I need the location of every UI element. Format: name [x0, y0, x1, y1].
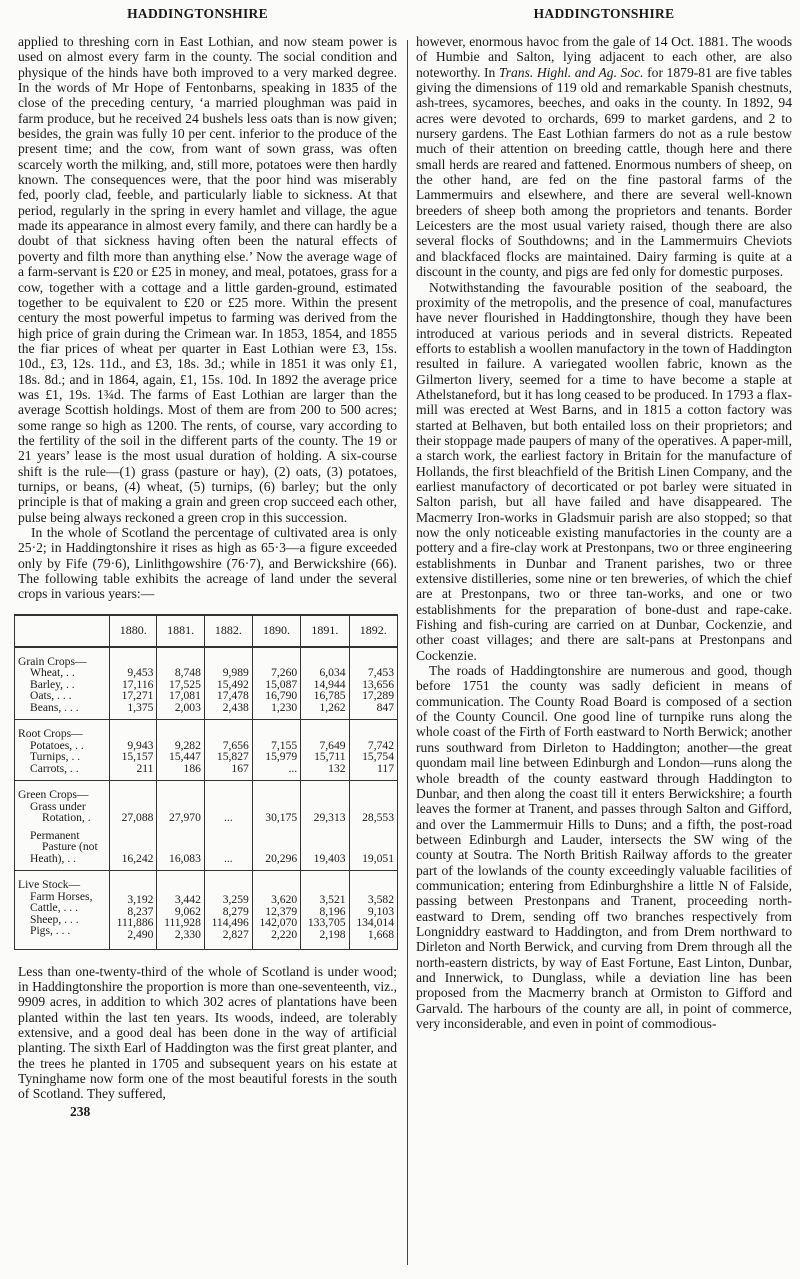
table-cell-1892: 7,742 15,754 117 [349, 720, 397, 781]
row-label-pasture: Pasture (not [42, 840, 98, 854]
paragraph-farming-wages: applied to threshing corn in East Lothian, and now steam power is used on almost every farm in the county. The social condition and physique of the hinds have both improved to a very marked degree. In the words of Mr Hope of Fentonbarns, speaking in 1835 of the close of the preceding century, ‘a married ploughman was paid in farm produce, but he received 24 bushels less oats than is now given; besides, the grain was fully 10 per cent. inferior to the produce of the present time; and the cow, from want of sown grass, was often scarcely worth the milking, and, still more, potatoes were then hardly known. The consequences were, that the poor hind was miserably fed, poorly clad, feeble, and particularly liable to sickness. At that period, regularly in the spring in every hamlet and village, the ague made its appearance in almost every family, and there can hardly be a doubt of that sickness having often been the natural effects of poverty and filth more than anything else.’ Now the average wage of a farm-servant is £20 or £25 in money, and meal, potatoes, grass for a cow, together with a cottage and a little garden-ground, estimated together to be equivalent to £20 or £25 more. Within the present century the most powerful impetus to farming was derived from the high price of grain during the Crimean war. In 1853, 1854, and 1855 the fiar prices of wheat per quarter in East Lothian were £3, 15s. 10d., £3, 12s. 11d., and £3, 18s. 3d.; while in 1851 it was only £1, 18s. 8d.; and in 1864, again, £1, 15s. 10d. In 1892 the average price was £1, 19s. 1¾d. The farms of East Lothian are larger than the average Scottish holdings. Most of them are from 200 to 500 acres; some range so high as 1200. The rents, of course, vary according to the fertility of the soil in the different parts of the county. The 19 or 21 years’ lease is the most usual duration of holding. A six-course shift is the rule—(1) grass (pasture or hay), (2) oats, (3) potatoes, turnips, or beans, (4) wheat, (5) turnips, (6) barley; but the only principle is that of making a grain and green crop succeed each other, pulse being always reckoned a green crop in this succession. [18, 34, 397, 525]
row-label-carrots: Carrots, . . [30, 761, 79, 775]
table-row-labels [15, 720, 110, 781]
group-heading: Green Crops— [18, 788, 89, 802]
row-label-cattle: Cattle, . . . [30, 901, 78, 915]
paragraph-woodland: Less than one-twenty-third of the whole of Scotland is under wood; in Haddingtonshire the proportion is more than one-seventeenth, viz., 9909 acres, in addition to which 302 acres of plantations have been planted within the last ten years. Its woods, indeed, are tolerably extensive, and a good deal has been done in the way of artificial planting. The sixth Earl of Haddington was the first great planter, and the trees he planted in 1705 and subsequent years on his estate at Tyninghame now form one of the most beautiful forests in the south of Scotland. They suffered, [18, 963, 397, 1102]
row-label-turnips: Turnips, . . [30, 750, 81, 764]
table-header-year: 1890. [252, 615, 300, 647]
row-label-farm-horses: Farm Horses, [30, 889, 93, 903]
table-header-label-cell [15, 615, 110, 647]
table-cell-1891: 7,649 15,711 132 [301, 720, 349, 781]
table-cell-1892: 28,553 [349, 781, 397, 824]
crop-acreage-table-wrapper [14, 614, 398, 950]
paragraph-cultivated-area: In the whole of Scotland the percentage of cultivated area is only 25·2; in Haddingtonshire it rises as high as 65·3—a figure exceeded only by Fife (79·6), Linlithgowshire (76·7), and Berwickshire (66). The following table exhibits the acreage of land under the several crops in various years:— [18, 525, 397, 602]
table-cell-1890: 7,155 15,979 ... [252, 720, 300, 781]
table-cell-1891: 6,034 14,944 16,785 1,262 [301, 647, 349, 720]
column-divider-rule [407, 40, 408, 1265]
table-cell-1882: ... [204, 781, 252, 824]
table-header-year: 1892. [349, 615, 397, 647]
paragraph-manufactures: Notwithstanding the favourable position of the seaboard, the proximity of the metropolis, and the presence of coal, manufactures have never flourished in Haddingtonshire, though they have been introduced at various periods and in several districts. Repeated efforts to establish a woollen manufactory in the town of Haddington resulted in failure. A variegated woollen fabric, known as the Gilmerton livery, seemed for a time to have become a staple at Athelstaneford, but it has long ceased to be produced. In 1793 a flax-mill was erected at West Barns, and in 1815 a cotton factory was started at Belhaven, but both entailed loss on their proprietors; and their stoppage made paupers of many of the operatives. A paper-mill, a starch work, the earliest factory in Britain for the manufacture of Hollands, the first bleachfield of the British Linen Company, and the earliest manufactory of decorticated or pot barley were situated in Salton parish, but all have failed and have disappeared. The Macmerry Iron-works in Gladsmuir parish are also stopped; so that now the only noticeable existing manufactories in the county are a pottery and a fire-clay work at Prestonpans, two or three engineering establishments in Dunbar and Tranent parishes, two or three extensive distilleries, some nine or ten breweries, of which the chief are at Prestonpans, two or three tan-works, and one or two establishments for the preparation of bone-dust and rape-cake. Fishing and fish-curing are carried on at Dunbar, Cockenzie, and other coast villages; and there are salt-pans at Prestonpans and Cockenzie. [416, 279, 792, 663]
table-group-root-crops [15, 720, 398, 781]
row-label-beans: Beans, . . . [30, 700, 79, 714]
row-label-rotation: Rotation, . [42, 811, 91, 825]
table-group-grain-crops [15, 647, 398, 720]
table-cell-1882: ... [204, 824, 252, 871]
table-cell-1880: 16,242 [110, 824, 157, 871]
table-cell-1890: 30,175 [252, 781, 300, 824]
running-head-right: HADDINGTONSHIRE [533, 6, 675, 21]
table-cell-1881: 3,442 9,062 111,928 2,330 [157, 871, 204, 950]
table-cell-1880: 27,088 [110, 781, 157, 824]
table-row-labels [15, 647, 110, 720]
table-group-live-stock [15, 871, 398, 950]
table-cell-1880: 3,192 8,237 111,886 2,490 [110, 871, 157, 950]
table-header-year: 1881. [157, 615, 204, 647]
table-cell-1882: 9,989 15,492 17,478 2,438 [204, 647, 252, 720]
table-cell-1891: 3,521 8,196 133,705 2,198 [301, 871, 349, 950]
table-header-row [15, 615, 398, 647]
group-heading: Live Stock— [18, 878, 81, 892]
table-cell-1891: 29,313 [301, 781, 349, 824]
row-label-potatoes: Potatoes, . . [30, 738, 84, 752]
citation-italic: Trans. Highl. and Ag. Soc. [498, 64, 644, 80]
table-cell-1891: 19,403 [301, 824, 349, 871]
paragraph-woods-livestock [416, 34, 792, 280]
right-column [416, 0, 792, 1031]
text-segment: for 1879-81 are five tables giving the dimensions of 119 old and remarkable Spanish chestnuts, ash-trees, sycamores, beeches, and oaks in the county. In 1892, 94 acres were devoted to orchards, 699 to market gardens, and 2 to nursery gardens. The East Lothian farmers do not as a rule bestow much of their attention on breeding cattle, though here and there small herds are reared and fattened. Enormous numbers of sheep, on the other hand, are fed on the fine pastoral farms of the Lammermuirs and elsewhere, and there are several well-known breeders of sheep both among the proprietors and tenants. Border Leicesters are the most usual variety raised, though there are also several flocks of Southdowns; and in the Lammermuirs Cheviots and blackfaced flocks are maintained. Dairy farming is quite at a discount in the county, and pigs are fed only for domestic purposes. [416, 64, 792, 280]
paragraph-roads-railways: The roads of Haddingtonshire are numerous and good, though before 1751 the county was sadly deficient in means of communication. The County Road Board is composed of a section of the County Council. One good line of turnpike runs along the whole coast of the Firth of Forth eastward to North Berwick; another runs southward from Dirleton to Haddington; another—the great quondam mail line between Edinburgh and London—runs along the whole breadth of the county eastward through Haddington to Dunbar, and then along the coast till it enters Berwickshire; a fourth leaves the former at Tranent, and passes through Salton and Gifford, and over the Lammermuir Hills to Duns; and a fifth, the post-road between Edinburgh and Lauder, intersects the SW wing of the county at Soutra. The North British Railway affords to the greater part of the lowlands of the county exceedingly valuable facilities of communication; entering from Edinburghshire a little N of Falside, passing between Prestonpans and Tranent, proceeding north-eastward to Drem, sending off two branches respectively from Longniddry eastward to Haddington, and from Drem northward to Dirleton and North Berwick, and curving from Drem through all the north-eastern districts, by way of East Fortune, East Linton, Dunbar, and Innerwick, to Dunglass, while a deviation line has been proposed from the Macmerry branch at Ormiston to Gifford and Garvald. The harbours of the county are all, in point of commerce, very inconsiderable, and even in point of commodious- [416, 663, 792, 1031]
row-label-pigs: Pigs, . . . [30, 924, 71, 938]
table-row-permanent-pasture [15, 824, 398, 871]
table-cell-1890: 3,620 12,379 142,070 2,220 [252, 871, 300, 950]
running-head-left: HADDINGTONSHIRE [127, 6, 268, 21]
table-cell-1880: 9,943 15,157 211 [110, 720, 157, 781]
row-label-oats: Oats, . . . [30, 689, 72, 703]
table-cell-1890: 7,260 15,087 16,790 1,230 [252, 647, 300, 720]
crop-acreage-table [14, 614, 398, 950]
table-cell-1892: 7,453 13,656 17,289 847 [349, 647, 397, 720]
table-row-labels [15, 781, 110, 824]
row-label-grass: Grass under [30, 799, 86, 813]
text-segment: however, enormous havoc from the gale of 14 Oct. 1881. The woods of Humbie and Salton, lying adjacent to each other, are also noteworthy. In [416, 34, 792, 80]
row-label-permanent: Permanent [30, 828, 80, 842]
row-label-barley: Barley, . . [30, 677, 75, 691]
table-row-grass-rotation [15, 781, 398, 824]
table-cell-1892: 3,582 9,103 134,014 1,668 [349, 871, 397, 950]
group-heading: Root Crops— [18, 727, 83, 741]
table-cell-1881: 27,970 [157, 781, 204, 824]
row-label-heath: Heath), . . [30, 851, 77, 865]
table-cell-1881: 8,748 17,525 17,081 2,003 [157, 647, 204, 720]
page-number: 238 [70, 1103, 91, 1119]
table-header-year: 1882. [204, 615, 252, 647]
table-cell-1892: 19,051 [349, 824, 397, 871]
table-cell-1882: 7,656 15,827 167 [204, 720, 252, 781]
table-cell-1890: 20,296 [252, 824, 300, 871]
row-label-sheep: Sheep, . . . [30, 912, 79, 926]
row-label-wheat: Wheat, . . [30, 666, 75, 680]
table-cell-1881: 9,282 15,447 186 [157, 720, 204, 781]
table-cell-1882: 3,259 8,279 114,496 2,827 [204, 871, 252, 950]
table-header-year: 1891. [301, 615, 349, 647]
table-header-year: 1880. [110, 615, 157, 647]
table-row-labels [15, 824, 110, 871]
table-row-labels [15, 871, 110, 950]
left-column [18, 0, 397, 1119]
table-cell-1880: 9,453 17,116 17,271 1,375 [110, 647, 157, 720]
table-cell-1881: 16,083 [157, 824, 204, 871]
group-heading: Grain Crops— [18, 654, 87, 668]
